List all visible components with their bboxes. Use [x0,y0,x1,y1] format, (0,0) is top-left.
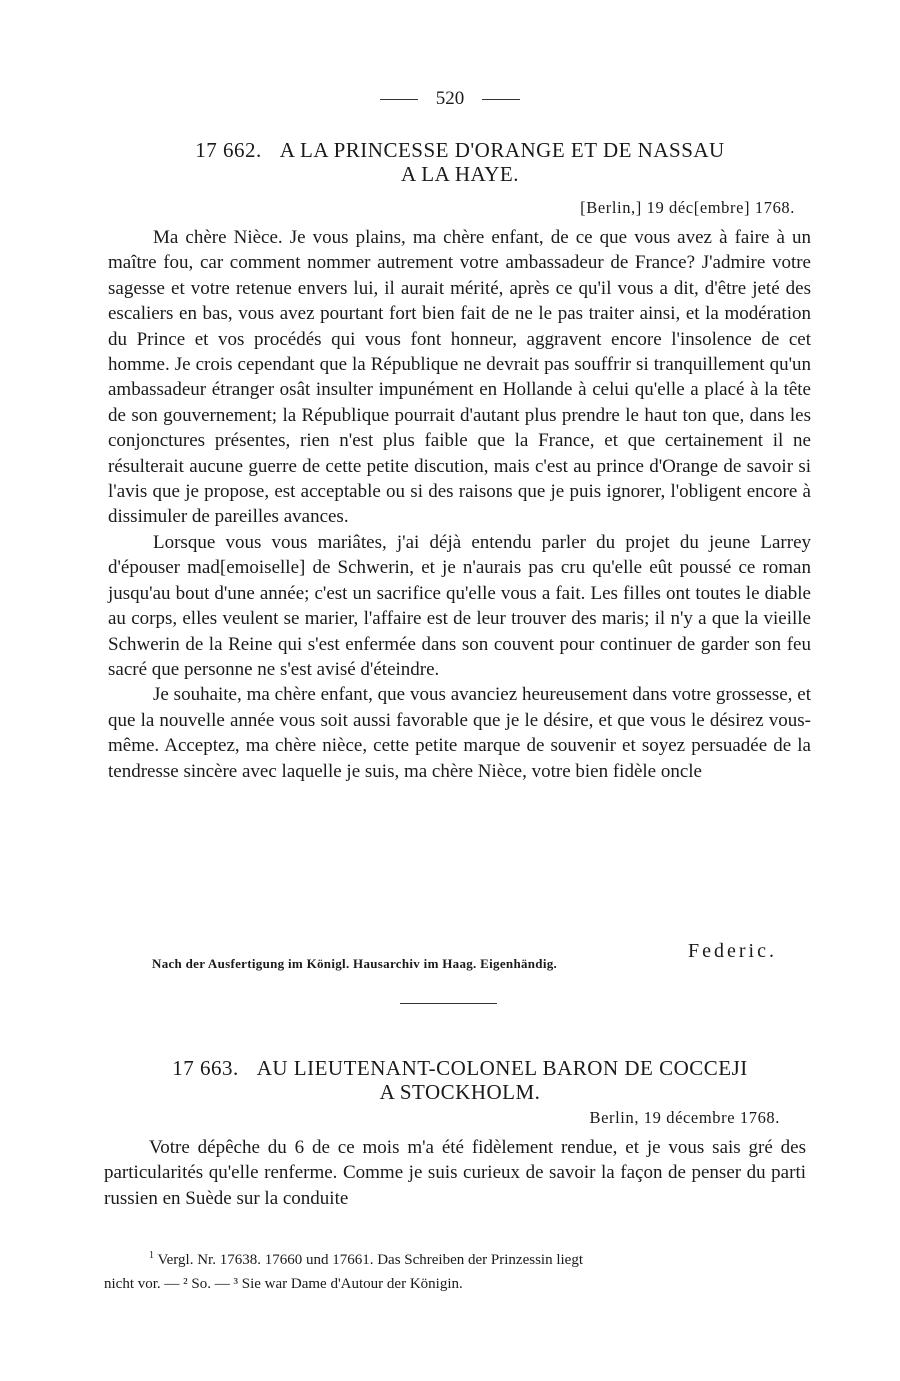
letter1-source-note: Nach der Ausfertigung im Königl. Hausarchiv im Haag. Eigenhändig. [152,956,558,971]
page-number [0,88,900,110]
page-number-text: 520 [435,88,465,109]
letter1-dateline: [Berlin,] 19 déc[embre] 1768. [580,198,795,217]
footnotes [104,1244,804,1296]
section-divider [400,1003,497,1004]
footnote-line-2: nicht vor. — ² So. — ³ Sie war Dame d'Autour der Königin. [104,1276,463,1292]
letter1-title-line2: A LA HAYE. [401,162,519,186]
letter2-title-line1: AU LIEUTENANT-COLONEL BARON DE COCCEJI [256,1056,748,1080]
letter2-title-line2: A STOCKHOLM. [379,1080,541,1104]
letter2-dateline: Berlin, 19 décembre 1768. [589,1108,780,1127]
letter1-body [108,225,811,784]
footnote-marker-1: 1 [149,1250,154,1261]
footnote-line-1 [104,1244,804,1272]
page-number-dash-left [380,99,418,100]
page-number-dash-right [482,99,520,100]
letter2-paragraph-1: Votre dépêche du 6 de ce mois m'a été fidèlement rendue, et je vous sais gré des particularités qu'elle renferme. Comme je suis curieux de savoir la façon de penser du parti russien en Suède sur la conduite [104,1137,806,1209]
letter1-signature: Federic. [688,940,777,962]
letter1-title-line1: A LA PRINCESSE D'ORANGE ET DE NASSAU [279,138,725,162]
letter1-heading [100,138,820,186]
letter1-number: 17 662. [195,138,262,162]
letter1-paragraph-1: Ma chère Nièce. Je vous plains, ma chère enfant, de ce que vous avez à faire à un maître fou, car comment nommer autrement votre ambassadeur de France? J'admire votre sagesse et votre retenue envers lui, il aurait mérité, après ce qu'il vous a dit, d'être jeté des escaliers en bas, vous avez pourtant fort bien fait de ne le pas traiter ainsi, et la modération du Prince et vos procédés qui vous font honneur, aggravent encore l'insolence de cet homme. Je crois cependant que la République ne devrait pas souffrir si tranquillement qu'un ambassadeur étranger osât insulter impunément en Hollande à celui qu'elle a placé à la tête de son gouvernement; la République pourrait d'autant plus prendre le haut ton que, dans les conjonctures présentes, rien n'est plus faible que la France, et que certainement il ne résulterait aucune guerre de cette petite discution, mais c'est au prince d'Orange de savoir si l'avis que je propose, est acceptable ou si des raisons que je puis ignorer, l'obligent encore à dissimuler de pareilles avances. [108,227,811,528]
footnote-text-1: Vergl. Nr. 17638. 17660 und 17661. Das Schreiben der Prinzessin liegt [157,1252,583,1268]
letter1-paragraph-3: Je souhaite, ma chère enfant, que vous avanciez heureusement dans votre grossesse, et que la nouvelle année vous soit aussi favorable que je le désire, et que vous le désirez vous-même. Acceptez, ma chère nièce, cette petite marque de souvenir et soyez persuadée de la tendresse sincère avec laquelle je suis, ma chère Nièce, votre bien fidèle oncle [108,684,811,782]
letter2-number: 17 663. [172,1056,239,1080]
letter2-body [104,1135,806,1211]
letter1-paragraph-2: Lorsque vous vous mariâtes, j'ai déjà entendu parler du projet du jeune Larrey d'épouser mad[emoiselle] de Schwerin, et je n'aurais pas cru qu'elle eût poussé ce roman jusqu'au bout d'une année; c'est un sacrifice qu'elle vous a fait. Les filles ont toutes le diable au corps, elles veulent se marier, l'affaire est de leur trouver des maris; il n'y a que la vieille Schwerin de la Reine qui s'est enfermée dans son couvent pour continuer de garder son feu sacré que personne ne s'est avisé d'éteindre. [108,531,811,680]
letter2-heading [100,1056,820,1104]
